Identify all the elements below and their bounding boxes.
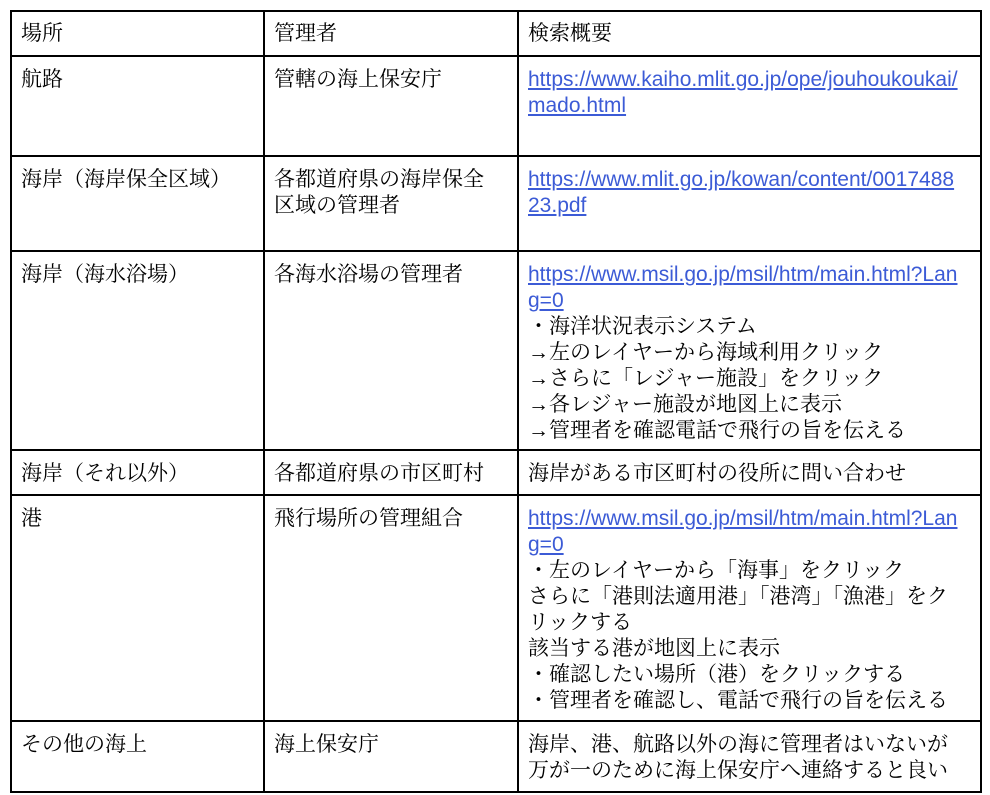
summary-cell — [518, 450, 981, 495]
manager-cell: 各都道府県の海岸保全区域の管理者 — [264, 156, 518, 251]
table-row — [11, 56, 981, 156]
manager-cell: 各都道府県の市区町村 — [264, 450, 518, 495]
summary-text: 該当する港が地図上に表示 — [528, 637, 780, 660]
place-cell: 海岸（海水浴場） — [11, 251, 264, 450]
column-header-summary: 検索概要 — [518, 11, 981, 56]
summary-link-line — [528, 67, 964, 119]
table-row — [11, 495, 981, 721]
summary-text: 海岸がある市区町村の役所に問い合わせ — [528, 462, 906, 485]
summary-cell — [518, 156, 981, 251]
summary-link[interactable]: https://www.kaiho.mlit.go.jp/ope/jouhoukoukai/mado.html — [528, 68, 958, 117]
summary-text: ・確認したい場所（港）をクリックする — [528, 663, 906, 686]
summary-cell — [518, 721, 981, 792]
summary-link-line — [528, 506, 964, 558]
location-manager-table — [10, 10, 982, 793]
summary-text: →管理者を確認電話で飛行の旨を伝える — [528, 419, 906, 442]
manager-cell: 海上保安庁 — [264, 721, 518, 792]
summary-link-line — [528, 167, 964, 219]
summary-text: ・管理者を確認し、電話で飛行の旨を伝える — [528, 689, 948, 712]
place-cell: 港 — [11, 495, 264, 721]
summary-text: さらに「港則法適用港」「港湾」「漁港」をクリックする — [528, 585, 948, 634]
table-row — [11, 156, 981, 251]
table-row — [11, 251, 981, 450]
summary-text: 海岸、港、航路以外の海に管理者はいないが万が一のために海上保安庁へ連絡すると良い — [528, 733, 948, 782]
manager-cell: 各海水浴場の管理者 — [264, 251, 518, 450]
summary-text: ・海洋状況表示システム — [528, 315, 757, 338]
column-header-place: 場所 — [11, 11, 264, 56]
manager-cell: 管轄の海上保安庁 — [264, 56, 518, 156]
summary-text: →左のレイヤーから海域利用クリック — [528, 341, 884, 364]
summary-cell — [518, 251, 981, 450]
place-cell: 海岸（それ以外） — [11, 450, 264, 495]
summary-link[interactable]: https://www.mlit.go.jp/kowan/content/001748823.pdf — [528, 168, 955, 217]
table-row — [11, 450, 981, 495]
summary-text: →各レジャー施設が地図上に表示 — [528, 393, 843, 416]
summary-text: ・左のレイヤーから「海事」をクリック — [528, 559, 905, 582]
summary-cell — [518, 495, 981, 721]
summary-text: →さらに「レジャー施設」をクリック — [528, 367, 884, 390]
header-row — [11, 11, 981, 56]
place-cell: 海岸（海岸保全区域） — [11, 156, 264, 251]
place-cell: 航路 — [11, 56, 264, 156]
column-header-manager: 管理者 — [264, 11, 518, 56]
summary-link[interactable]: https://www.msil.go.jp/msil/htm/main.html?Lang=0 — [528, 263, 958, 312]
summary-link[interactable]: https://www.msil.go.jp/msil/htm/main.html?Lang=0 — [528, 507, 958, 556]
table-row — [11, 721, 981, 792]
place-cell: その他の海上 — [11, 721, 264, 792]
summary-link-line — [528, 262, 964, 314]
manager-cell: 飛行場所の管理組合 — [264, 495, 518, 721]
summary-cell — [518, 56, 981, 156]
